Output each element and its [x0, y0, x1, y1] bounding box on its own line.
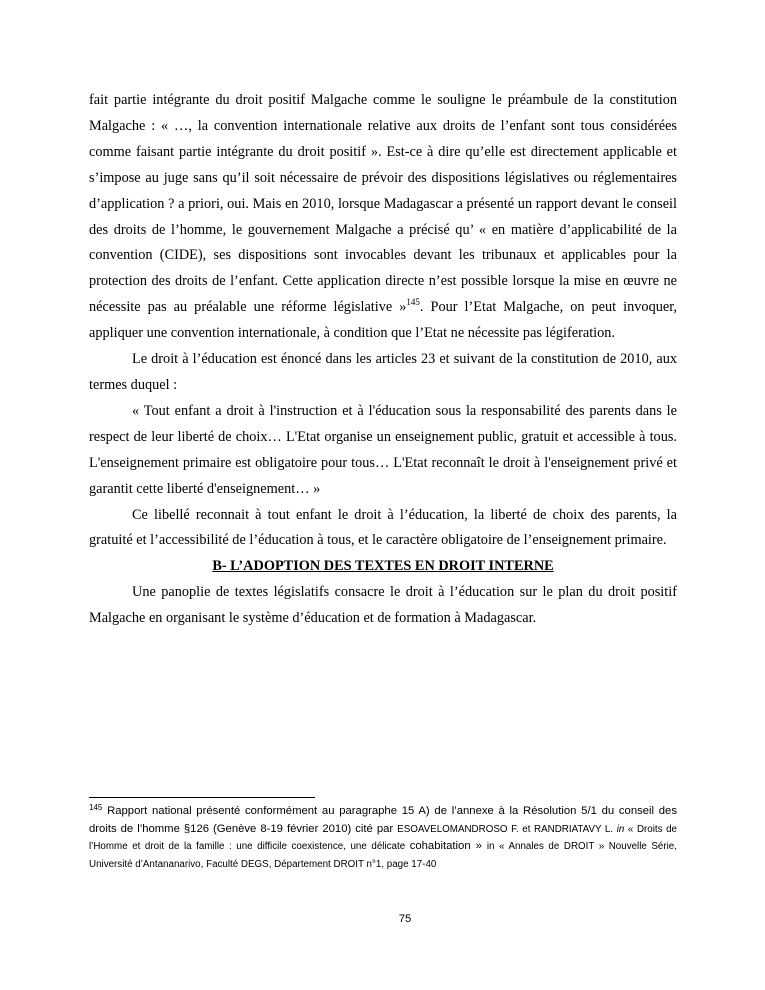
paragraph-1-text: fait partie intégrante du droit positif Malgache comme le souligne le préambule de la constitution Malgache : « …, la convention internationale relative aux droits de l’enfant sont tous considérées comme faisant partie intégrante du droit positif ». Est-ce à dire qu’elle est directement applicable et s’impose au juge sans qu’il soit nécessaire de prévoir des dispositions législatives ou réglementaires d’application ? a priori, oui. Mais en 2010, lorsque Madagascar a présenté un rapport devant le conseil des droits de l’homme, le gouvernement Malgache a précisé qu’ « en matière d’applicabilité de la convention (CIDE), ses dispositions sont invocables devant les tribunaux et applicables pour la protection des droits de l’enfant. Cette application directe n’est possible lorsque la mise en œuvre ne nécessite pas au préalable une réforme législative » [89, 92, 677, 316]
section-heading-text: B- L’ADOPTION DES TEXTES EN DROIT INTERNE [212, 558, 554, 575]
footnote-text-c: cohabitation » [409, 840, 487, 852]
footnote-authors: ESOAVELOMANDROSO F. et RANDRIATAVY L. [397, 823, 614, 835]
footnote-number: 145 [89, 803, 103, 812]
footnote-in: in [613, 823, 628, 835]
footnote-text-b: « Droits de l’Homme et droit de la famille : une difficile coexistence, une délicate [89, 823, 678, 852]
page-number: 75 [398, 913, 412, 925]
footnote-reference[interactable]: 145 [406, 297, 420, 308]
footnote-text-d: in « Annales de DROIT » Nouvelle Série, Université d’Antananarivo, Faculté DEGS, Département DROIT n°1, page 17-40 [89, 841, 677, 870]
quotation: « Tout enfant a droit à l'instruction et à l'éducation sous la responsabilité des parents dans le respect de leur liberté de choix… L'Etat organise un enseignement public, gratuit et accessible à tous. L'enseignement primaire est obligatoire pour tous… L'Etat reconnaît le droit à l'enseignement privé et garantit cette liberté d'enseignement… » [89, 402, 677, 497]
footnote [89, 803, 677, 873]
footnote-separator [89, 797, 315, 798]
paragraph-1 [89, 88, 677, 347]
paragraph-5: Une panoplie de textes législatifs consacre le droit à l’éducation sur le plan du droit positif Malgache en organisant le système d’éducation et de formation à Madagascar. [89, 584, 677, 627]
paragraph-4: Ce libellé reconnait à tout enfant le droit à l’éducation, la liberté de choix des parents, la gratuité et l’accessibilité de l’éducation à tous, et le caractère obligatoire de l’enseignement primaire. [89, 506, 677, 549]
footnote-text-a: Rapport national présenté conformément au paragraphe 15 A) de l’annexe à la Résolution 5/1 du conseil des droits de l’homme §126 (Genève 8-19 février 2010) cité par [89, 805, 677, 835]
paragraph-2: Le droit à l’éducation est énoncé dans les articles 23 et suivant de la constitution de 2010, aux termes duquel : [89, 351, 677, 393]
main-text [89, 88, 677, 632]
section-heading [89, 554, 677, 580]
paragraph-1-text-end: . Pour l’Etat Malgache, on peut invoquer, appliquer une convention internationale, à condition que l’Etat ne nécessite pas légiferation. [89, 299, 677, 342]
